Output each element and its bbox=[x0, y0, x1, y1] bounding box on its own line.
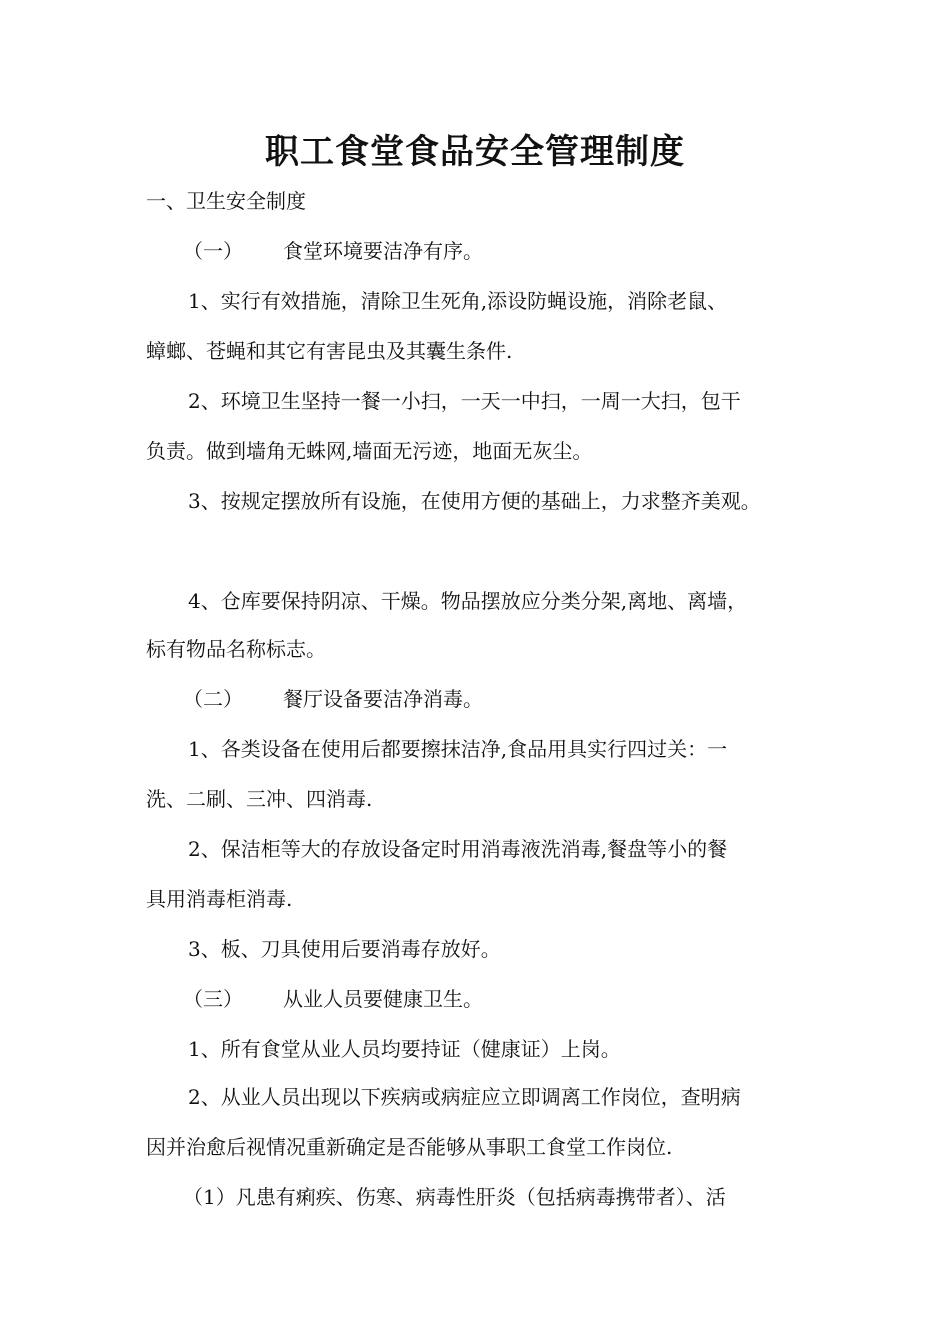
paragraph-line: 3、按规定摆放所有设施，在使用方便的基础上，力求整齐美观。 bbox=[188, 489, 761, 513]
paragraph-line: 蟑螂、苍蝇和其它有害昆虫及其囊生条件. bbox=[146, 339, 513, 363]
subsection-text: 餐厅设备要洁净消毒。 bbox=[283, 687, 483, 711]
subsection-heading-2 bbox=[183, 684, 873, 714]
paragraph-line: 1、所有食堂从业人员均要持证（健康证）上岗。 bbox=[188, 1037, 621, 1061]
paragraph-line: 2、从业人员出现以下疾病或病症应立即调离工作岗位，查明病 bbox=[188, 1085, 741, 1109]
paragraph-line: 1、各类设备在使用后都要擦抹洁净,食品用具实行四过关：一 bbox=[188, 737, 728, 761]
subsection-heading-3 bbox=[183, 984, 873, 1014]
paragraph-line: 因并治愈后视情况重新确定是否能够从事职工食堂工作岗位. bbox=[146, 1135, 673, 1159]
subsection-label: （一） bbox=[183, 239, 243, 263]
paragraph-line: 洗、二刷、三冲、四消毒. bbox=[146, 787, 373, 811]
paragraph-line: 4、仓库要保持阴凉、干燥。物品摆放应分类分架,离地、离墙， bbox=[188, 589, 748, 613]
document-title: 职工食堂食品安全管理制度 bbox=[265, 132, 685, 172]
paragraph-line: 负责。做到墙角无蛛网,墙面无污迹，地面无灰尘。 bbox=[146, 439, 593, 463]
section-heading: 一、卫生安全制度 bbox=[146, 189, 306, 213]
subsection-label: （三） bbox=[183, 987, 243, 1011]
paragraph-line: 2、环境卫生坚持一餐一小扫，一天一中扫，一周一大扫，包干 bbox=[188, 389, 741, 413]
subsection-heading-1 bbox=[183, 236, 873, 266]
subsection-text: 食堂环境要洁净有序。 bbox=[283, 239, 483, 263]
paragraph-line: 3、板、刀具使用后要消毒存放好。 bbox=[188, 937, 501, 961]
paragraph-line: 具用消毒柜消毒. bbox=[146, 887, 293, 911]
paragraph-line: 1、实行有效措施，清除卫生死角,添设防蝇设施，消除老鼠、 bbox=[188, 289, 728, 313]
paragraph-line: 2、保洁柜等大的存放设备定时用消毒液洗消毒,餐盘等小的餐 bbox=[188, 837, 728, 861]
subsection-text: 从业人员要健康卫生。 bbox=[283, 987, 483, 1011]
paragraph-line: 标有物品名称标志。 bbox=[146, 637, 326, 661]
paragraph-line: （1）凡患有痢疾、伤寒、病毒性肝炎（包括病毒携带者）、活 bbox=[183, 1185, 726, 1209]
subsection-label: （二） bbox=[183, 687, 243, 711]
